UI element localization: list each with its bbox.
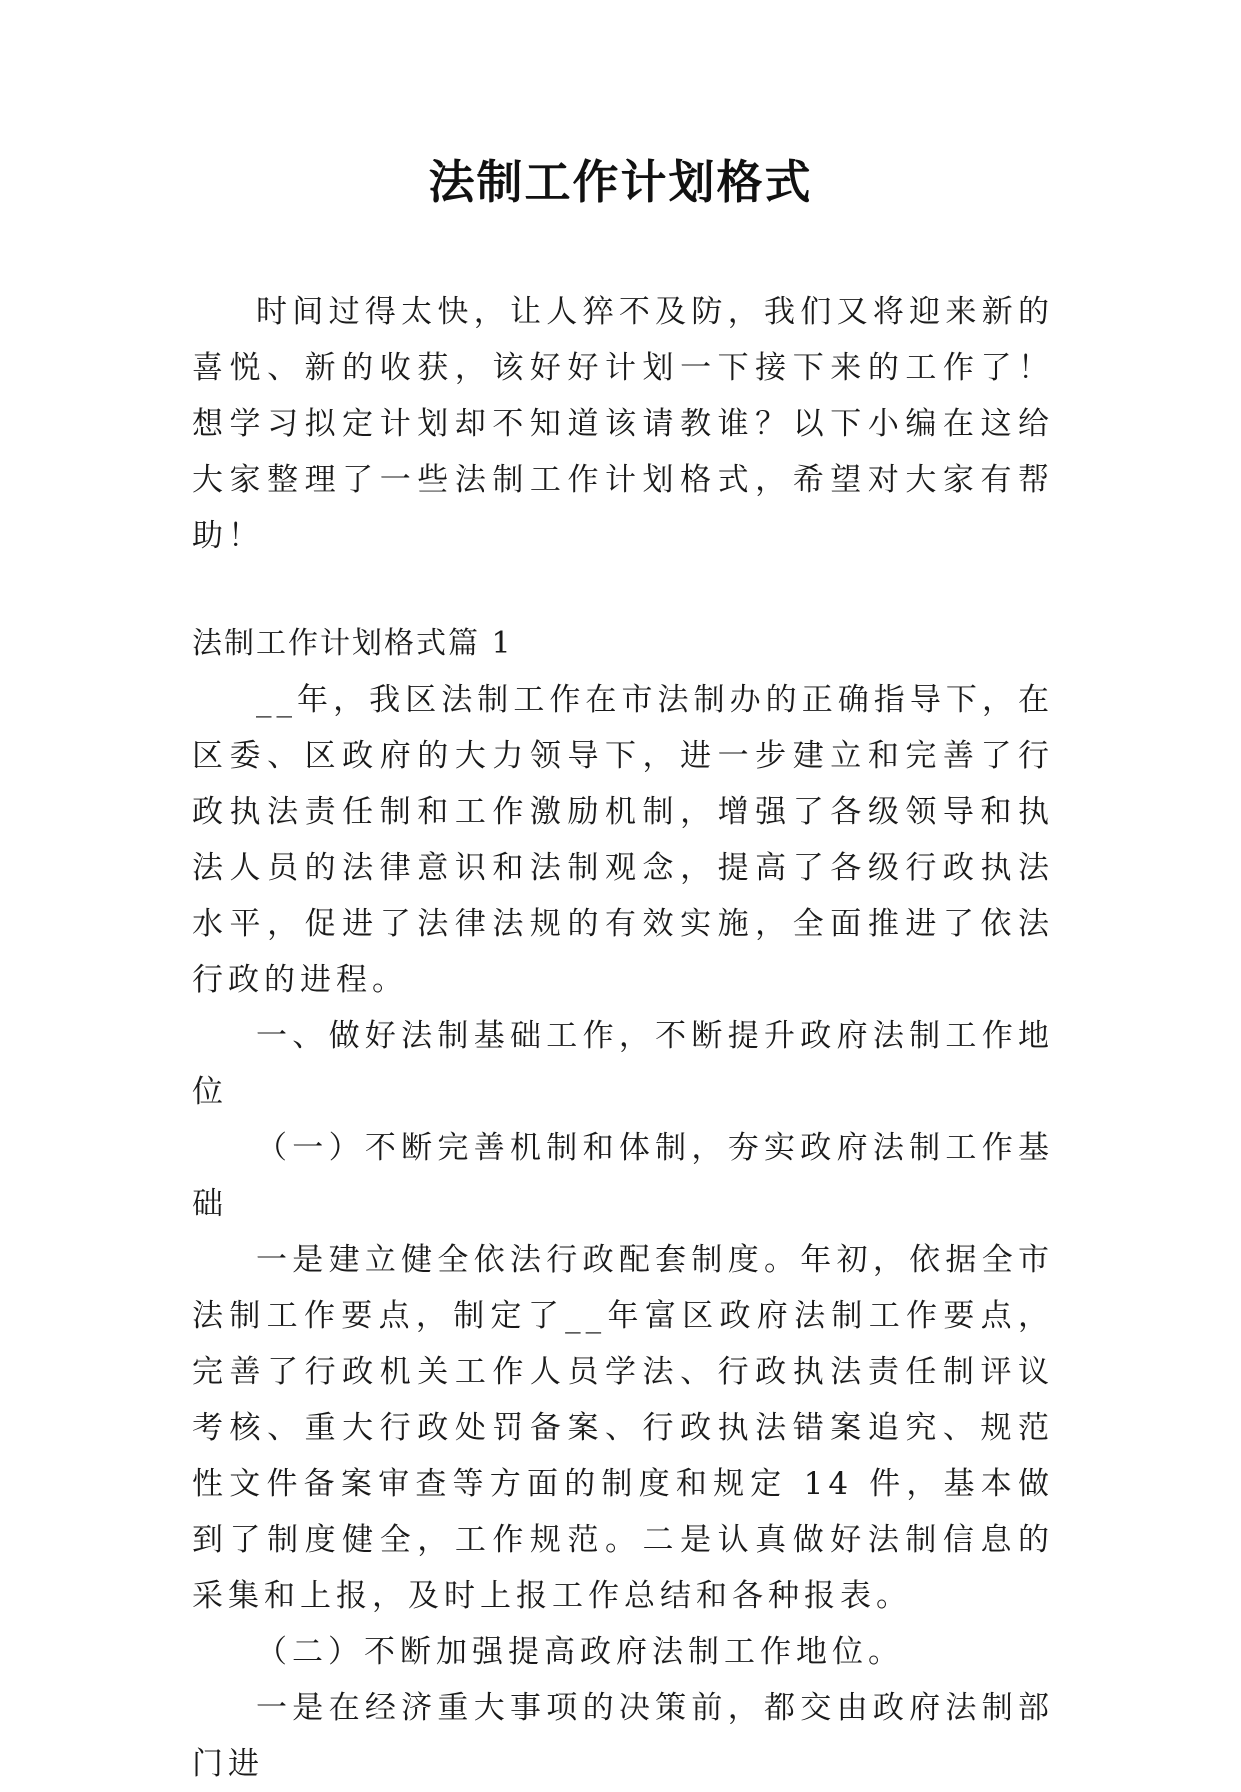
body-paragraph-2: 一是建立健全依法行政配套制度。年初，依据全市法制工作要点，制定了__年富区政府法制工作要点，完善了行政机关工作人员学法、行政执法责任制评议考核、重大行政处罚备案、行政执法错案追究、规范性文件备案审查等方面的制度和规定 14 件，基本做到了制度健全，工作规范。二是认真做好法制信息的采集和上报，及时上报工作总结和各种报表。 — [192, 1242, 1054, 1614]
section-label: 法制工作计划格式篇 1 — [192, 626, 513, 661]
document-title: 法制工作计划格式 — [428, 155, 813, 209]
intro-paragraph: 时间过得太快，让人猝不及防，我们又将迎来新的喜悦、新的收获，该好好计划一下接下来的工作了！想学习拟定计划却不知道该请教谁？以下小编在这给大家整理了一些法制工作计划格式，希望对大家有帮助！ — [192, 294, 1054, 554]
sub-heading-2: （二）不断加强提高政府法制工作地位。 — [256, 1634, 904, 1670]
body-paragraph-1: __年，我区法制工作在市法制办的正确指导下，在区委、区政府的大力领导下，进一步建立和完善了行政执法责任制和工作激励机制，增强了各级领导和执法人员的法律意识和法制观念，提高了各级行政执法水平，促进了法律法规的有效实施，全面推进了依法行政的进程。 — [192, 682, 1054, 998]
sub-heading-1: （一）不断完善机制和体制，夯实政府法制工作基础 — [192, 1130, 1054, 1222]
body-paragraph-3: 一是在经济重大事项的决策前，都交由政府法制部门进 — [192, 1690, 1054, 1782]
document-body — [192, 284, 1054, 1792]
section-heading-1: 一、做好法制基础工作，不断提升政府法制工作地位 — [192, 1018, 1054, 1110]
